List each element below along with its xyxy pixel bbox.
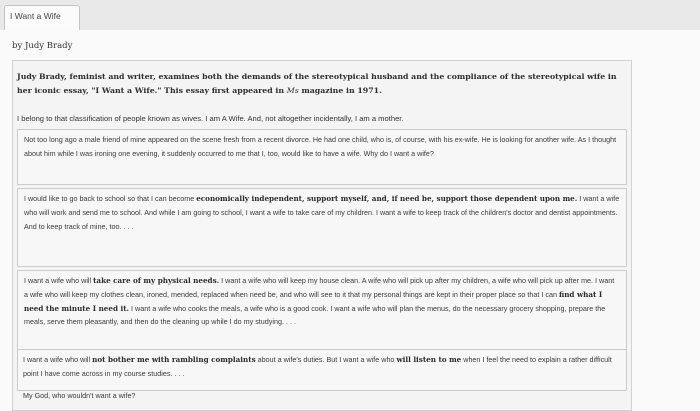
p3-bold: economically independent, support myself, and, if need be, support those dependent upon me. bbox=[196, 194, 578, 203]
p5-text-c: about a wife's duties. But I want a wife who bbox=[255, 355, 397, 364]
tab-bar bbox=[0, 0, 700, 31]
closing-line: My God, who wouldn't want a wife? bbox=[23, 390, 136, 400]
content-page bbox=[0, 30, 700, 411]
p4-bold-1: take care of my physical needs. bbox=[93, 276, 220, 285]
tab-i-want-a-wife[interactable] bbox=[4, 5, 80, 30]
paragraph-4 bbox=[24, 274, 620, 329]
paragraph-5-block bbox=[17, 349, 627, 411]
p5-text-a: I want a wife who will bbox=[23, 355, 93, 364]
intro-text-2: magazine in 1971. bbox=[298, 86, 382, 95]
p5-bold-1: not bother me with rambling complaints bbox=[92, 355, 256, 364]
intro-text-1: Judy Brady, feminist and writer, examines both the demands of the stereotypical husband and the compliance of the stereotypical wife in her iconic essay, "I Want a Wife." This essay first appeared in bbox=[17, 72, 617, 95]
tab-label: I Want a Wife bbox=[10, 11, 61, 21]
paragraph-2-text: Not too long ago a male friend of mine appeared on the scene fresh from a recent divorce. He had one child, who is, of course, with his ex-wife. He is looking for another wife. As I thought about him while I was ironing one evening, it suddenly occurred to me that I, too, would like to have a wife. Why do I want a wife? bbox=[24, 135, 617, 158]
p4-bold-2: find what I need the minute I need it. bbox=[24, 289, 603, 313]
intro-magazine: Ms bbox=[286, 86, 299, 95]
essay-content-box bbox=[12, 60, 632, 411]
p4-text-e: I want a wife who cooks the meals, a wife who is a good cook. I want a wife who will plan the menus, do the necessary grocery shopping, prepare the meals, serve them pleasantly, and then do the cleaning up while I do my studying. . . . bbox=[24, 303, 606, 327]
p4-text-a: I want a wife who will bbox=[24, 276, 94, 285]
paragraph-5 bbox=[23, 355, 612, 378]
p3-text-c: I want a wife who will work and send me to school. And while I am going to school, I want a wife to take care of my children. I want a wife to keep track of the children's doctor and dentist appointments. And to keep track of mine, too. . . . bbox=[24, 194, 620, 231]
p5-text-e: when I feel the need to explain a rather difficult point I have come across in my course studies. . . . bbox=[23, 355, 612, 378]
p5-bold-2: will listen to me bbox=[396, 355, 462, 364]
p4-text-c: I want a wife who will keep my house clean. A wife who will pick up after my children, a wife who will pick up after me. I want a wife who will keep my clothes clean, ironed, mended, replaced when need be, and who will see to it that my personal things are kept in their proper place so that I can bbox=[24, 276, 615, 299]
intro-paragraph bbox=[17, 70, 627, 98]
paragraph-3-block bbox=[17, 188, 627, 267]
p3-text-a: I would like to go back to school so that I can become bbox=[24, 194, 197, 203]
paragraph-2-block bbox=[17, 129, 627, 185]
paragraph-1: I belong to that classification of people known as wives. I am A Wife. And, not altogether incidentally, I am a mother. bbox=[17, 114, 404, 123]
byline: by Judy Brady bbox=[12, 41, 73, 51]
